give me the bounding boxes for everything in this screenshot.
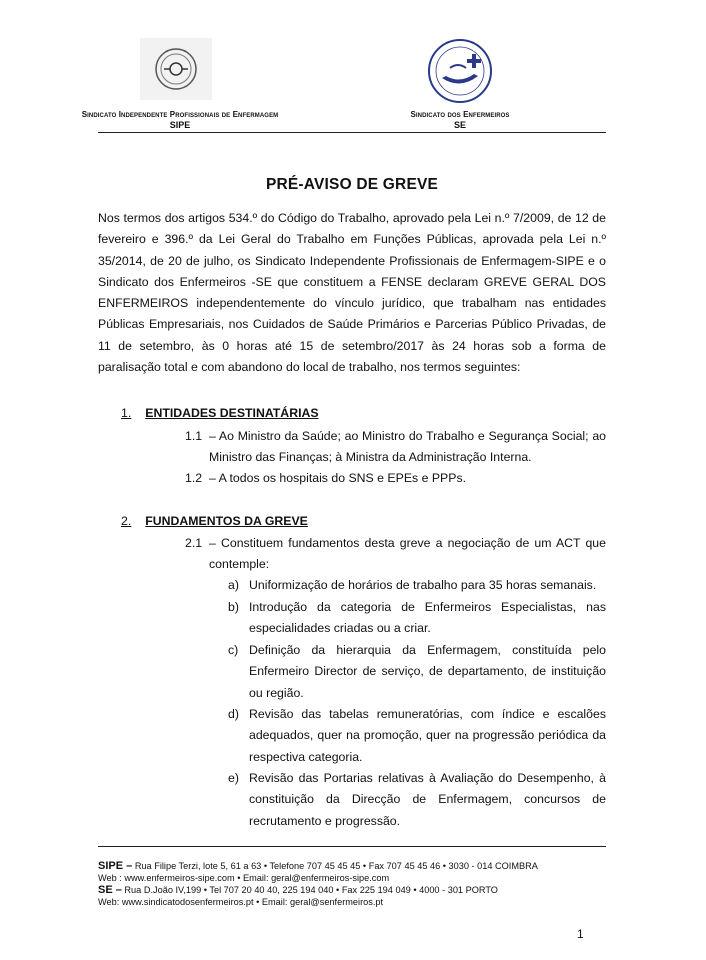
footer-sipe-address: Rua Filipe Terzi, lote 5, 61 a 63 • Telefone 707 45 45 45 • Fax 707 45 45 46 • 3030 - 014 COIMBRA [134, 861, 538, 871]
sub-item-letter: c) [228, 643, 239, 657]
sub-item [228, 768, 606, 832]
footer-se-line [98, 884, 618, 896]
item-number: 2.1 [185, 536, 203, 550]
section-title: ENTIDADES DESTINATÁRIAS [145, 406, 319, 420]
footer-se-web: Web: www.sindicatodosenfermeiros.pt • Email: geral@senfermeiros.pt [98, 897, 384, 907]
sub-item-text: Uniformização de horários de trabalho para 35 horas semanais. [249, 578, 597, 592]
footer-sipe-line [98, 860, 618, 872]
document-title: PRÉ-AVISO DE GREVE [265, 176, 439, 193]
list-item [185, 533, 606, 576]
se-logo [420, 38, 500, 104]
sub-item-letter: e) [228, 771, 239, 785]
footer-divider [98, 846, 606, 847]
sub-item [228, 575, 606, 596]
footer-se-abbr: SE – [98, 884, 122, 896]
sub-item [228, 597, 606, 640]
section-number: 1. [121, 406, 132, 420]
sub-item-text: Introdução da categoria de Enfermeiros Especialistas, nas especialidades criadas ou a criar. [249, 600, 606, 636]
section-number: 2. [121, 514, 132, 528]
page-number: 1 [577, 927, 584, 941]
left-org-name: Sindicato Independente Profissionais de Enfermagem [81, 110, 279, 119]
right-org-name: Sindicato dos Enfermeiros [410, 110, 510, 119]
sub-item [228, 640, 606, 704]
sub-item-text: Revisão das Portarias relativas à Avaliação do Desempenho, à constituição da Direcção de Enfermagem, concursos de recrutamento e progressão. [249, 771, 606, 828]
section-title: FUNDAMENTOS DA GREVE [145, 514, 308, 528]
se-emblem-icon [420, 38, 500, 104]
intro-paragraph: Nos termos dos artigos 534.º do Código do Trabalho, aprovado pela Lei n.º 7/2009, de 12 de fevereiro e 396.º da Lei Geral do Trabalho em Funções Públicas, aprovada pela Lei n.º 35/2014, de 20 de julho, os Sindicato Independente Profissionais de Enfermagem-SIPE e o Sindicato dos Enfermeiros -SE que constituem a FENSE declaram GREVE GERAL DOS ENFERMEIROS independentemente do vínculo jurídico, que trabalham nas entidades Públicas Empresariais, nos Cuidados de Saúde Primários e Parcerias Público Privadas, de 11 de setembro, às 0 horas até 15 de setembro/2017 às 24 horas sob a forma de paralisação total e com abandono do local de trabalho, nos termos seguintes: [98, 211, 606, 375]
sub-item-text: Revisão das tabelas remuneratórias, com índice e escalões adequados, quer na promoção, quer na progressão periódica da respectiva categoria. [249, 707, 606, 764]
footer [98, 860, 618, 908]
header-divider [98, 132, 606, 133]
sub-item-letter: b) [228, 600, 239, 614]
item-number: 1.1 [185, 429, 203, 443]
left-org-abbr: SIPE [169, 120, 191, 130]
footer-sipe-web: Web : www.enfermeiros-sipe.com • Email: geral@enfermeiros-sipe.com [98, 873, 390, 883]
footer-sipe-abbr: SIPE – [98, 860, 133, 872]
right-org-abbr: SE [453, 120, 466, 130]
sub-item-letter: a) [228, 578, 239, 592]
list-item [185, 468, 606, 489]
item-text: – Constituem fundamentos desta greve a negociação de um ACT que contemple: [209, 536, 606, 572]
list-item [185, 426, 606, 469]
item-number: 1.2 [185, 471, 203, 485]
item-text: – A todos os hospitais do SNS e EPEs e PPPs. [209, 471, 467, 485]
section-2-heading [121, 514, 308, 528]
sipe-logo [140, 38, 212, 100]
sub-item-letter: d) [228, 707, 239, 721]
sub-item [228, 704, 606, 768]
sipe-emblem-icon [140, 38, 212, 100]
sub-item-text: Definição da hierarquia da Enfermagem, constituída pelo Enfermeiro Director de serviço, de departamento, de instituição ou região. [249, 643, 606, 700]
section-1-heading [121, 406, 319, 420]
footer-se-address: Rua D.João IV,199 • Tel 707 20 40 40, 225 194 040 • Fax 225 194 049 • 4000 - 301 PORTO [124, 885, 498, 895]
item-text: – Ao Ministro da Saúde; ao Ministro do Trabalho e Segurança Social; ao Ministro das Finanças; à Ministra da Administração Interna. [209, 429, 606, 465]
